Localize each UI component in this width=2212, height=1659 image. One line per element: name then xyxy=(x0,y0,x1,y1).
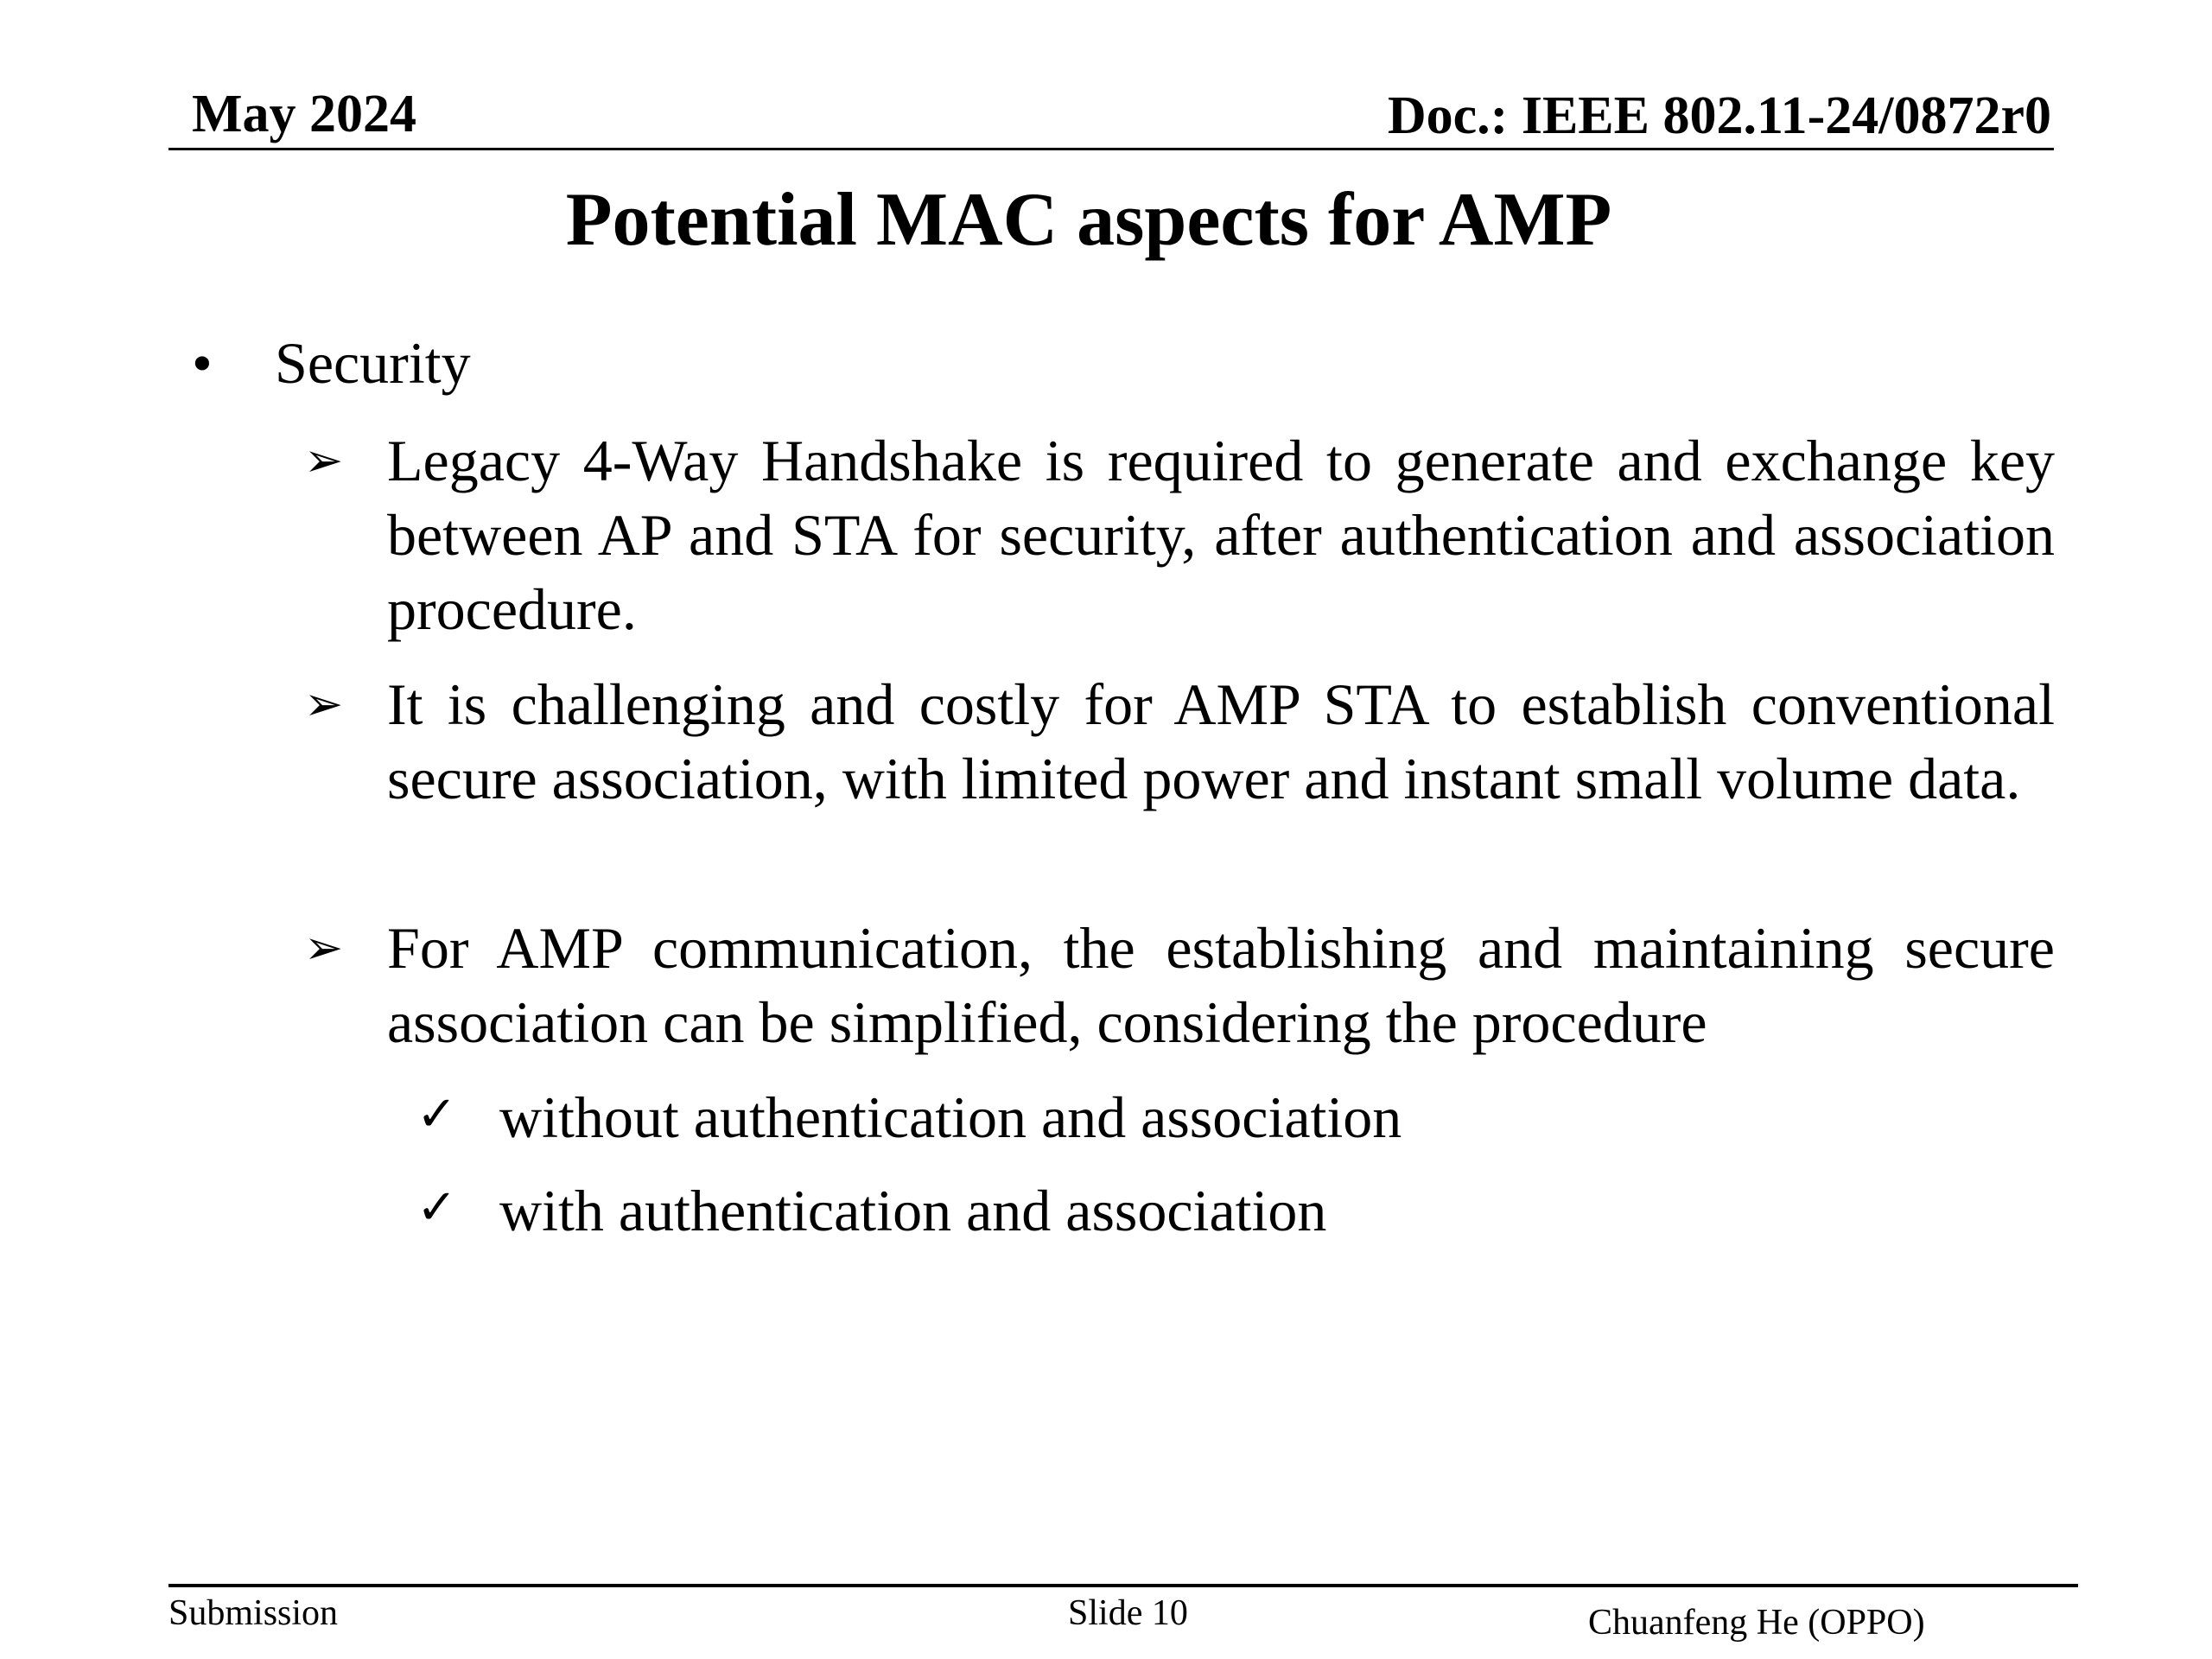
sub-bullet-text: It is challenging and costly for AMP STA to establish conventional secure association, with limited power and instant small volume data. xyxy=(387,671,2055,811)
footer-submission: Submission xyxy=(168,1593,339,1633)
sub-bullet-text: Legacy 4-Way Handshake is required to generate and exchange key between AP and STA for security, after authentication and association procedure. xyxy=(387,428,2055,642)
bullet-dot-icon: • xyxy=(192,330,213,396)
header-date: May 2024 xyxy=(192,85,417,143)
footer-slide-number: Slide 10 xyxy=(1068,1593,1188,1633)
checkmark-icon: ✓ xyxy=(416,1086,457,1142)
arrow-bullet-icon: ➢ xyxy=(304,920,344,975)
bullet-text: Security xyxy=(275,330,471,396)
footer-divider xyxy=(168,1584,2078,1587)
slide-title: Potential MAC aspects for AMP xyxy=(565,178,1612,262)
header-divider xyxy=(168,148,2054,150)
sub-bullet-text: For AMP communication, the establishing and maintaining secure association can be simplified, considering the procedure xyxy=(387,915,2055,1055)
header-doc-number: Doc.: IEEE 802.11-24/0872r0 xyxy=(1387,86,2051,145)
checkmark-icon: ✓ xyxy=(416,1179,457,1236)
footer-author: Chuanfeng He (OPPO) xyxy=(1588,1603,1925,1643)
check-item-text: without authentication and association xyxy=(499,1084,1402,1150)
check-item-text: with authentication and association xyxy=(499,1178,1327,1243)
arrow-bullet-icon: ➢ xyxy=(304,433,344,487)
arrow-bullet-icon: ➢ xyxy=(304,677,344,731)
